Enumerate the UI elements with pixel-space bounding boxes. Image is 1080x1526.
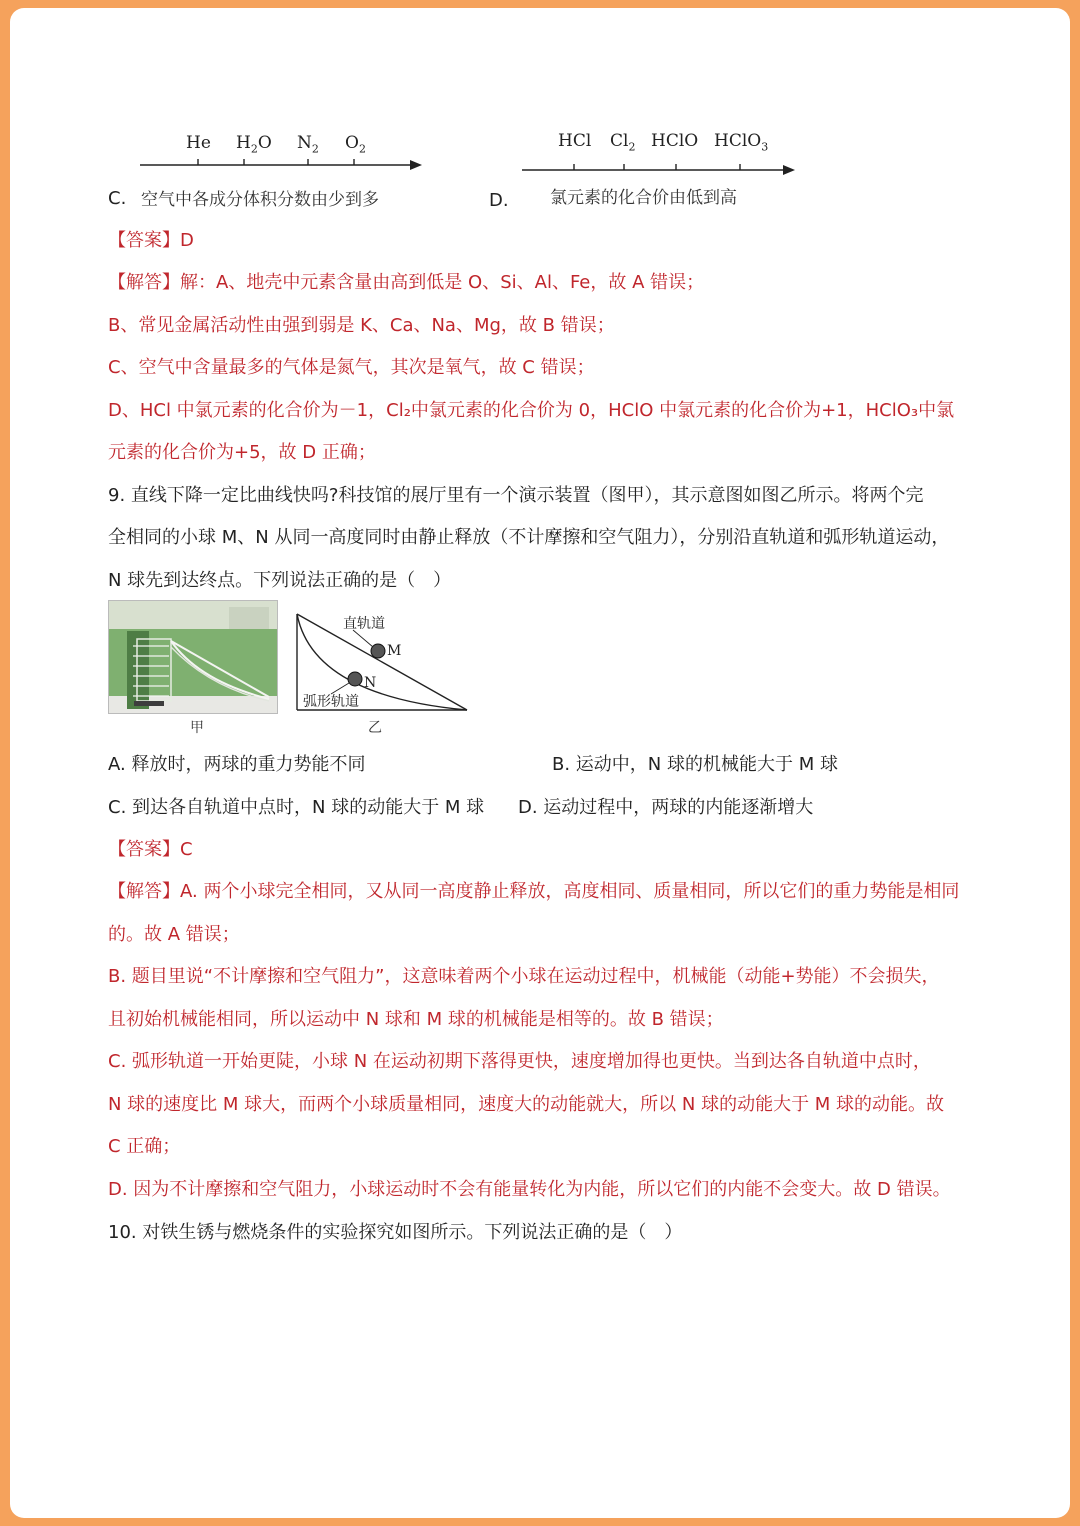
q9-stem-line-2: 全相同的小球 M、N 从同一高度同时由静止释放（不计摩擦和空气阻力），分别沿直轨道和弧形轨道运动， xyxy=(108,527,950,548)
q9-analysis-line-3: B. 题目里说“不计摩擦和空气阻力”，这意味着两个小球在运动过程中，机械能（动能+势能）不会损失， xyxy=(108,966,940,987)
label-straight-track: 直轨道 xyxy=(343,616,385,632)
scale-c-h2o: $H_2O$ xyxy=(236,133,272,156)
arrow-scale-d xyxy=(520,155,800,185)
option-c-caption: 空气中各成分体积分数由少到多 xyxy=(141,190,379,210)
scale-d-hcl: HCl xyxy=(558,131,592,151)
scale-d-hclo: HClO xyxy=(651,131,699,151)
label-ball-m: M xyxy=(387,643,402,659)
figure-b-diagram xyxy=(293,610,473,715)
q9-stem-line-3: N 球先到达终点。下列说法正确的是（ ） xyxy=(108,570,452,591)
q9-answer: 【答案】C xyxy=(108,839,193,860)
label-curved-track: 弧形轨道 xyxy=(303,694,359,710)
q8-analysis-line-3: C、空气中含量最多的气体是氮气，其次是氧气，故 C 错误； xyxy=(108,357,595,378)
q8-analysis-line-1: 【解答】解：A、地壳中元素含量由高到低是 O、Si、Al、Fe，故 A 错误； xyxy=(108,272,705,293)
label-ball-n: N xyxy=(364,675,377,691)
q9-analysis-line-6: N 球的速度比 M 球大，而两个小球质量相同，速度大的动能就大，所以 N 球的动能大于 M 球的动能。故 xyxy=(108,1094,945,1115)
q9-option-d: D. 运动过程中，两球的内能逐渐增大 xyxy=(518,797,814,818)
arrow-scale-c xyxy=(138,150,423,180)
scale-c-he: He xyxy=(186,133,211,153)
q8-analysis-line-5: 元素的化合价为+5，故 D 正确； xyxy=(108,442,376,463)
scale-c-o2: $O_2$ xyxy=(345,133,366,156)
q9-option-a: A. 释放时，两球的重力势能不同 xyxy=(108,754,366,775)
q10-stem: 10. 对铁生锈与燃烧条件的实验探究如图所示。下列说法正确的是（ ） xyxy=(108,1222,683,1243)
option-d-label: D. xyxy=(489,190,509,211)
q9-analysis-line-4: 且初始机械能相同，所以运动中 N 球和 M 球的机械能是相等的。故 B 错误； xyxy=(108,1009,724,1030)
figure-a-photo xyxy=(108,600,278,714)
q8-analysis-line-2: B、常见金属活动性由强到弱是 K、Ca、Na、Mg，故 B 错误； xyxy=(108,315,615,336)
q9-analysis-line-7: C 正确； xyxy=(108,1136,181,1157)
q9-analysis-line-2: 的。故 A 错误； xyxy=(108,924,240,945)
exhibit-illustration xyxy=(109,601,277,713)
q9-analysis-line-1: 【解答】A. 两个小球完全相同，又从同一高度静止释放，高度相同、质量相同，所以它们的重力势能是相同 xyxy=(108,881,960,902)
q9-analysis-line-8: D. 因为不计摩擦和空气阻力，小球运动时不会有能量转化为内能，所以它们的内能不会变大。故 D 错误。 xyxy=(108,1179,951,1200)
q8-analysis-line-4: D、HCl 中氯元素的化合价为－1，Cl₂中氯元素的化合价为 0，HClO 中氯元素的化合价为+1，HClO₃中氯 xyxy=(108,400,955,421)
scale-d-cl2: $Cl_2$ xyxy=(610,131,636,154)
q8-answer: 【答案】D xyxy=(108,230,194,251)
scale-d-hclo3: HClO$_3$ xyxy=(714,131,769,154)
q9-stem-line-1: 9. 直线下降一定比曲线快吗?科技馆的展厅里有一个演示装置（图甲），其示意图如图乙所示。将两个完 xyxy=(108,485,924,506)
q9-option-c: C. 到达各自轨道中点时，N 球的动能大于 M 球 xyxy=(108,797,485,818)
q9-option-b: B. 运动中，N 球的机械能大于 M 球 xyxy=(552,754,838,775)
q9-analysis-line-5: C. 弧形轨道一开始更陡，小球 N 在运动初期下落得更快，速度增加得也更快。当到达各自轨道中点时， xyxy=(108,1051,931,1072)
option-c-label: C. xyxy=(108,188,127,209)
scale-c-n2: $N_2$ xyxy=(297,133,319,156)
figure-b-caption: 乙 xyxy=(368,720,382,736)
figure-a-caption: 甲 xyxy=(190,720,204,736)
option-d-caption: 氯元素的化合价由低到高 xyxy=(550,188,737,208)
